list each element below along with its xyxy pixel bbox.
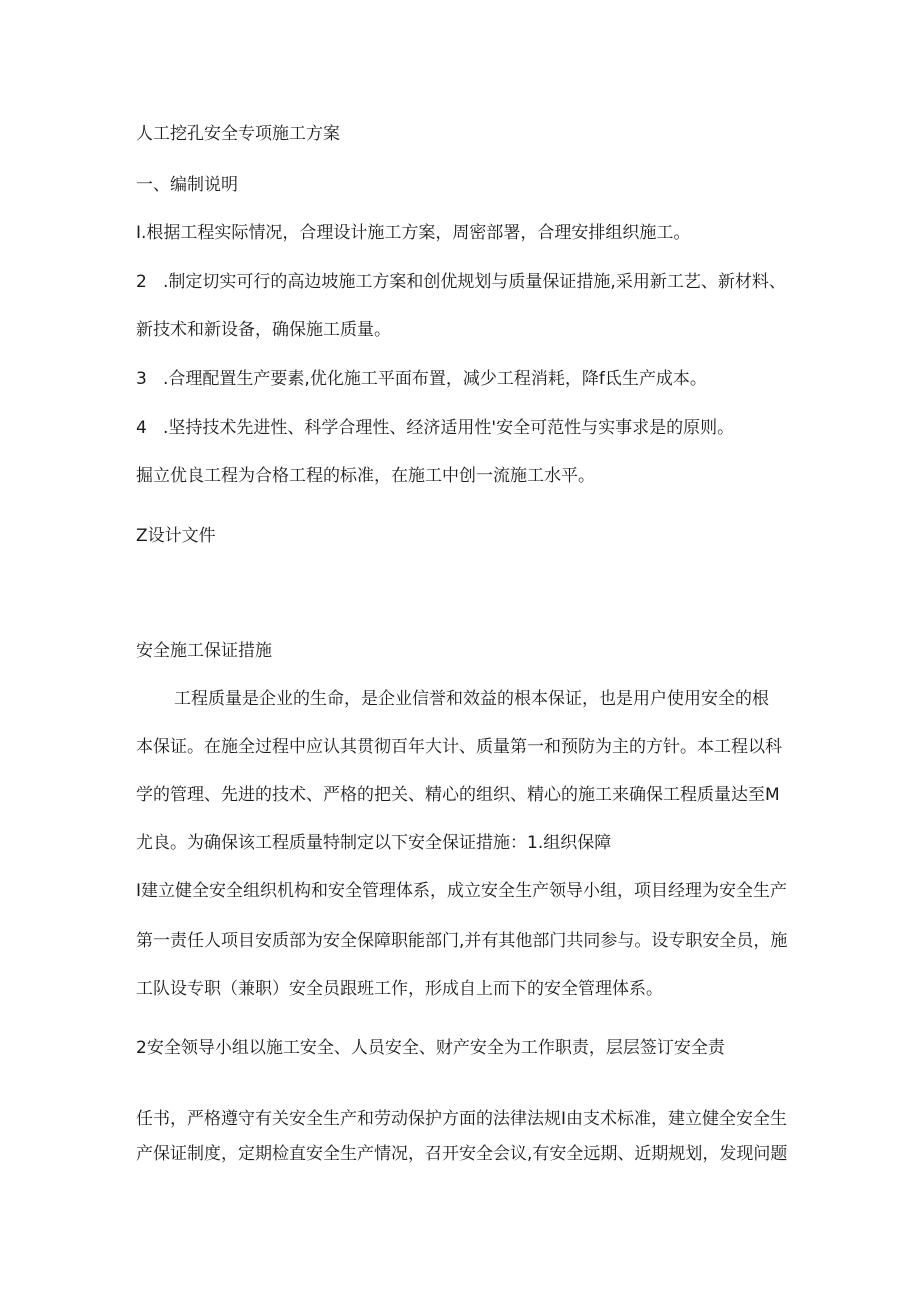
list-item-2-continued: 新技术和新设备，确保施工质量。 xyxy=(136,320,391,340)
paragraph-line: 第一责任人项目安质部为安全保障职能部门,并有其他部门共同参与。设专职安全员，施 xyxy=(136,931,788,951)
paragraph-line: I建立健全安全组织机构和安全管理体系，成立安全生产领导小组，项目经理为安全生产 xyxy=(136,881,788,901)
paragraph-line: 工队设专职（兼职）安全员跟班工作，形成自上而下的安全管理体系。 xyxy=(136,979,663,999)
list-item-4: 4 .坚持技术先进性、科学合理性、经济适用性'安全可范性与实事求是的原则。 xyxy=(136,418,735,438)
paragraph-line: 产保证制度，定期检直安全生产情况，召开安全会议,有安全远期、近期规划，发现问题 xyxy=(136,1144,788,1164)
list-item-2: 2 .制定切实可行的高边坡施工方案和创优规划与质量保证措施,采用新工艺、新材料、 xyxy=(136,272,786,292)
section-heading-compilation: 一、编制说明 xyxy=(136,175,238,195)
list-item-3: 3 .合理配置生产要素,优化施工平面布置，减少工程消耗，降f氐生产成本。 xyxy=(136,369,707,389)
paragraph-line: 学的管理、先进的技术、严格的把关、精心的组织、精心的施工来确保工程质量达至M xyxy=(136,785,780,805)
paragraph-line: 任书，严格遵守有关安全生产和劳动保护方面的法律法规I由支术标准，建立健全安全生 xyxy=(136,1109,788,1129)
paragraph-line: 2安全领导小组以施工安全、人员安全、财产安全为工作职责，层层签订安全责 xyxy=(136,1038,725,1058)
paragraph-line: 尤良。为确保该工程质量特制定以下安全保证措施：1.组织保障 xyxy=(136,833,612,853)
paragraph-line: 本保证。在施全过程中应认其贯彻百年大计、质量第一和预防为主的方针。本工程以科 xyxy=(136,737,782,757)
section-heading-design-files: Z设计文件 xyxy=(136,526,216,546)
list-item-4-continued: 掘立优良工程为合格工程的标准，在施工中创一流施工水平。 xyxy=(136,466,595,486)
section-heading-safety-measures: 安全施工保证措施 xyxy=(136,641,272,661)
list-item-1: I.根据工程实际情况，合理设计施工方案，周密部署，合理安排组织施工。 xyxy=(136,223,691,243)
document-title: 人工挖孔安全专项施工方案 xyxy=(136,124,340,144)
paragraph-line: 工程质量是企业的生命，是企业信誉和效益的根本保证，也是用户使用安全的根 xyxy=(174,689,769,709)
